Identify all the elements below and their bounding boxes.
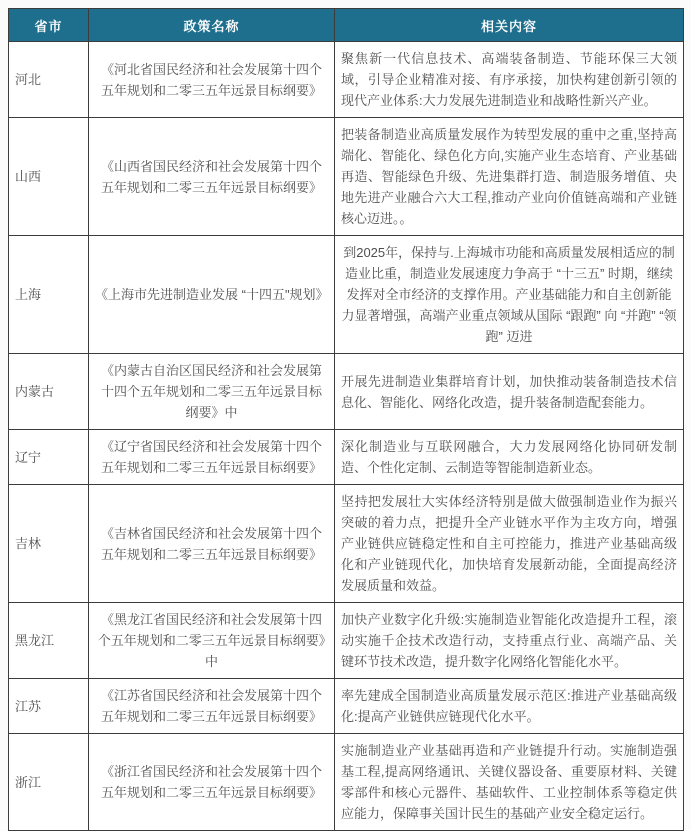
cell-policy-content: 加快产业数字化升级:实施制造业智能化改造提升工程，滚动实施千企技术改造行动，支持重点行业、高端产品、关键环节技术改造，提升数字化网络化智能化水平。: [335, 603, 684, 679]
cell-province: 上海: [9, 236, 89, 354]
cell-policy-name: 《浙江省国民经济和社会发展第十四个五年规划和二零三五年远景目标纲要》: [89, 734, 335, 831]
column-header-related-content: 相关内容: [335, 9, 684, 42]
table-row: [9, 485, 684, 603]
column-header-policy-name: 政策名称: [89, 9, 335, 42]
table-row: [9, 430, 684, 485]
table-header: [9, 9, 684, 42]
cell-province: 山西: [9, 118, 89, 236]
header-row: [9, 9, 684, 42]
cell-policy-name: 《上海市先进制造业发展 “十四五"规划》: [89, 236, 335, 354]
column-header-province: 省市: [9, 9, 89, 42]
table-row: [9, 734, 684, 831]
cell-policy-name: 《河北省国民经济和社会发展第十四个五年规划和二零三五年远景目标纲要》: [89, 42, 335, 118]
cell-policy-name: 《山西省国民经济和社会发展第十四个五年规划和二零三五年远景目标纲要》: [89, 118, 335, 236]
table-row: [9, 42, 684, 118]
cell-policy-content: 实施制造业产业基础再造和产业链提升行动。实施制造强基工程,提高网络通讯、关键仪器设备、重要原材料、关键零部件和核心元器件、基础软件、工业控制体系等稳定供应能力，保障事关国计民生的基础产业安全稳定运行。: [335, 734, 684, 831]
cell-policy-name: 《辽宁省国民经济和社会发展第十四个五年规划和二零三五年远景目标纲要》: [89, 430, 335, 485]
cell-policy-name: 《内蒙古自治区国民经济和社会发展第十四个五年规划和二零三五年远景目标纲要》中: [89, 354, 335, 430]
table-row: [9, 603, 684, 679]
cell-policy-content: 率先建成全国制造业高质量发展示范区:推进产业基础高级化:提高产业链供应链现代化水平。: [335, 679, 684, 734]
cell-province: 辽宁: [9, 430, 89, 485]
cell-province: 吉林: [9, 485, 89, 603]
cell-policy-name: 《黑龙江省国民经济和社会发展第十四个五年规划和二零三五年远景目标纲要》中: [89, 603, 335, 679]
cell-policy-name: 《吉林省国民经济和社会发展第十四个五年规划和二零三五年远景目标纲要》: [89, 485, 335, 603]
cell-policy-name: 《江苏省国民经济和社会发展第十四个五年规划和二零三五年远景目标纲要》: [89, 679, 335, 734]
cell-policy-content: 到2025年，保持与.上海城市功能和高质量发展相适应的制造业比重，制造业发展速度力争高于 “十三五” 时期，继续发挥对全市经济的支撑作用。产业基础能力和自主创新能力显著增强，高端产业重点领域从国际 “跟跑” 向 “并跑” “领跑” 迈进: [335, 236, 684, 354]
table-row: [9, 236, 684, 354]
cell-province: 内蒙古: [9, 354, 89, 430]
table-body: [9, 42, 684, 831]
table-row: [9, 354, 684, 430]
cell-policy-content: 坚持把发展壮大实体经济特别是做大做强制造业作为振兴突破的着力点，把提升全产业链水平作为主攻方向，增强产业链供应链稳定性和自主可控能力，推进产业基础高级化和产业链现代化，加快培育发展新动能，全面提高经济发展质量和效益。: [335, 485, 684, 603]
cell-province: 江苏: [9, 679, 89, 734]
cell-province: 河北: [9, 42, 89, 118]
cell-policy-content: 聚焦新一代信息技术、高端装备制造、节能环保三大领域，引导企业精准对接、有序承接，加快构建创新引领的现代产业体系:大力发展先进制造业和战略性新兴产业。: [335, 42, 684, 118]
cell-policy-content: 开展先进制造业集群培育计划，加快推动装备制造技术信息化、智能化、网络化改造，提升装备制造配套能力。: [335, 354, 684, 430]
table-row: [9, 679, 684, 734]
cell-policy-content: 把装备制造业高质量发展作为转型发展的重中之重,坚持高端化、智能化、绿色化方向,实施产业生态培育、产业基础再造、智能绿色升级、先进集群打造、制造服务增值、央地先进产业融合六大工程,推动产业向价值链高端和产业链核心迈进。。: [335, 118, 684, 236]
policy-table: [8, 8, 684, 831]
table-row: [9, 118, 684, 236]
cell-province: 黑龙江: [9, 603, 89, 679]
cell-policy-content: 深化制造业与互联网融合，大力发展网络化协同研发制造、个性化定制、云制造等智能制造新业态。: [335, 430, 684, 485]
cell-province: 浙江: [9, 734, 89, 831]
